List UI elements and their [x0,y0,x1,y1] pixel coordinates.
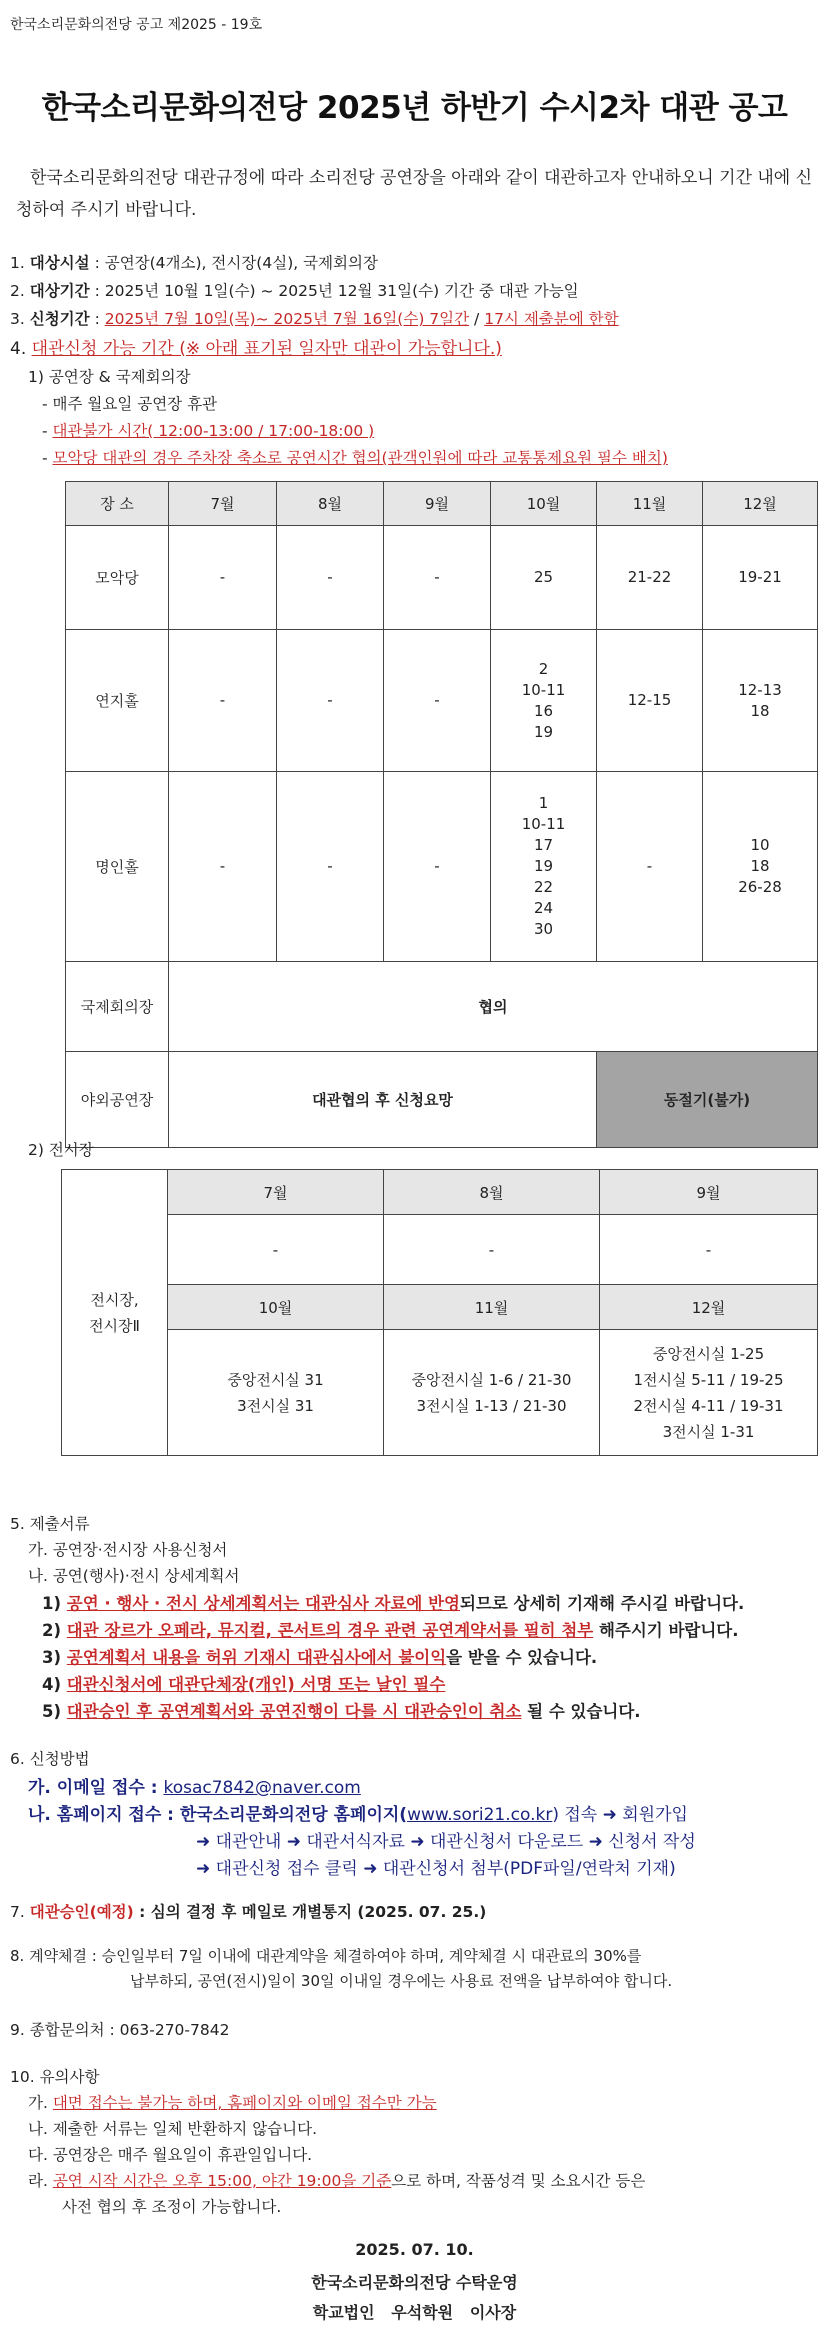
inquiry-contact: 9. 종합문의처 : 063-270-7842 [10,2021,230,2039]
item-target-period: 2. 대상기간 : 2025년 10월 1일(수) ~ 2025년 12월 31일(수) 기간 중 대관 가능일 [10,282,579,300]
exhibit-date-cell [384,1330,600,1456]
venue-name: 모악당 [66,526,169,630]
date-value: - [434,857,440,875]
date-value: - [219,691,226,709]
docs-note-2: 2) 대관 장르가 오페라, 뮤지컬, 콘서트의 경우 관련 공연계약서를 필히 첨부 해주시기 바랍니다. [42,1621,739,1640]
apply-steps-2: ➜ 대관신청 접수 클릭 ➜ 대관신청서 첨부(PDF파일/연락처 기재) [196,1859,676,1879]
date-value: 22 [533,878,554,896]
exhibit-date-value: 3전시실 31 [237,1396,314,1415]
date-cell [277,772,384,962]
apply-heading: 6. 신청방법 [10,1750,90,1768]
exhibit-date-value: 3전시실 1-13 / 21-30 [416,1396,567,1415]
exhibit-date-value: 중앙전시실 31 [227,1370,324,1389]
date-value: 24 [533,899,554,917]
month-header: 11월 [384,1285,600,1330]
month-header: 8월 [384,1170,600,1215]
date-value: 10 [750,836,770,854]
date-value: 26-28 [738,878,782,896]
venue-schedule-table [65,481,818,1148]
exhibit-name: 전시장, 전시장Ⅱ [62,1170,168,1456]
month-header: 7월 [168,1170,384,1215]
month-header: 12월 [600,1285,818,1330]
item-target-facilities: 1. 대상시설 : 공연장(4개소), 전시장(4실), 국제회의장 [10,254,378,272]
month-header: 9월 [600,1170,818,1215]
exhibit-cell: - [600,1215,818,1285]
date-cell [169,772,277,962]
date-cell [384,526,491,630]
venue-name: 국제회의장 [66,962,169,1052]
date-cell [384,630,491,772]
month-header: 12월 [703,482,818,526]
notes-heading: 10. 유의사항 [10,2068,100,2086]
date-value: 10-11 [521,815,566,833]
date-value: 25 [533,568,554,586]
docs-item-ga: 가. 공연장·전시장 사용신청서 [28,1541,228,1559]
date-value: 16 [533,701,554,720]
exhibit-date-value: 중앙전시실 1-6 / 21-30 [411,1370,572,1389]
venue-note-monday: - 매주 월요일 공연장 휴관 [42,395,218,413]
item-available-dates: 4. 대관신청 가능 기간 (※ 아래 표기된 일자만 대관이 가능합니다.) [10,339,502,359]
month-header: 11월 [597,482,703,526]
month-header: 7월 [169,482,277,526]
email-link[interactable]: kosac7842@naver.com [163,1778,361,1798]
date-value: 10-11 [521,680,566,699]
apply-email: 가. 이메일 접수 : kosac7842@naver.com [28,1778,361,1798]
exhibit-cell: - [384,1215,600,1285]
intl-hall-value: 협의 [169,962,818,1052]
apply-steps-1: ➜ 대관안내 ➜ 대관서식자료 ➜ 대관신청서 다운로드 ➜ 신청서 작성 [196,1832,696,1852]
date-cell [703,630,818,772]
docs-note-3: 3) 공연계획서 내용을 허위 기재시 대관심사에서 불이익을 받을 수 있습니다. [42,1648,598,1667]
notes-item-da: 다. 공연장은 매주 월요일이 휴관일입니다. [28,2146,313,2164]
contract-line-1: 8. 계약체결 : 승인일부터 7일 이내에 대관계약을 체결하여야 하며, 계약체결 시 대관료의 30%를 [10,1947,642,1965]
table-row [66,772,818,962]
section-venue-heading: 1) 공연장 & 국제회의장 [28,368,191,386]
footer-signature: 학교법인 우석학원 이사장 [312,2303,517,2322]
homepage-link[interactable]: www.sori21.co.kr [407,1805,553,1825]
date-value: - [646,857,653,875]
date-value: - [327,857,333,875]
date-value: - [327,691,333,709]
venue-note-unavailable-time: - 대관불가 시간( 12:00-13:00 / 17:00-18:00 ) [42,422,375,440]
exhibit-date-cell [168,1330,384,1456]
contract-line-2: 납부하되, 공연(전시)일이 30일 이내일 경우에는 사용료 전액을 납부하여야 합니다. [130,1972,673,1990]
table-row [66,526,818,630]
table-row [66,630,818,772]
exhibit-date-cell [600,1330,818,1456]
date-value: 21-22 [627,568,672,586]
exhibit-cell: - [168,1215,384,1285]
corner-cell: 장 소 [66,482,169,526]
table-row [66,1052,818,1148]
date-value: 18 [750,701,770,720]
date-cell [597,772,703,962]
date-value: - [434,691,440,709]
exhibit-date-value: 1전시실 5-11 / 19-25 [633,1370,784,1389]
date-value: 19-21 [738,568,782,586]
footer-org: 한국소리문화의전당 수탁운영 [311,2273,518,2292]
date-value: - [327,568,333,586]
exhibit-date-value: 3전시실 1-31 [662,1422,755,1441]
date-value: - [219,857,226,875]
exhibit-dates-row [62,1330,818,1456]
exhibit-date-value: 중앙전시실 1-25 [652,1344,765,1363]
docs-heading: 5. 제출서류 [10,1515,90,1533]
notes-item-ra-cont: 사전 협의 후 조정이 가능합니다. [62,2198,282,2216]
date-cell [703,772,818,962]
month-header: 10월 [491,482,597,526]
date-cell [277,630,384,772]
date-cell [597,630,703,772]
venue-name: 연지홀 [66,630,169,772]
date-cell [384,772,491,962]
date-cell [491,772,597,962]
exhibit-schedule-table [61,1169,818,1456]
venue-name: 야외공연장 [66,1052,169,1148]
date-cell [169,526,277,630]
footer-date: 2025. 07. 10. [355,2240,474,2259]
docs-note-1: 1) 공연 · 행사 · 전시 상세계획서는 대관심사 자료에 반영되므로 상세히 기재해 주시길 바랍니다. [42,1594,745,1613]
date-value: 17 [533,836,554,854]
date-cell [703,526,818,630]
docs-note-4: 4) 대관신청서에 대관단체장(개인) 서명 또는 날인 필수 [42,1675,446,1694]
month-header: 10월 [168,1285,384,1330]
exhibit-date-value: 2전시실 4-11 / 19-31 [633,1396,784,1415]
date-value: - [219,568,226,586]
date-value: 19 [533,722,554,741]
page-title: 한국소리문화의전당 2025년 하반기 수시2차 대관 공고 [41,90,788,126]
approval-notice: 7. 대관승인(예정) : 심의 결정 후 메일로 개별통지 (2025. 07. 25.) [10,1903,487,1921]
intro-paragraph: 한국소리문화의전당 대관규정에 따라 소리전당 공연장을 아래와 같이 대관하고자 안내하오니 기간 내에 신청하여 주시기 바랍니다. [16,168,813,220]
notes-item-ga: 가. 대면 접수는 불가능 하며, 홈페이지와 이메일 접수만 가능 [28,2094,437,2112]
notes-item-na: 나. 제출한 서류는 일체 반환하지 않습니다. [28,2120,318,2138]
venue-note-parking: - 모악당 대관의 경우 주차장 축소로 공연시간 협의(관객인원에 따라 교통통제요원 필수 배치) [42,449,668,467]
venue-table-header [66,482,818,526]
date-value: - [434,568,440,586]
docs-item-na: 나. 공연(행사)·전시 상세계획서 [28,1567,240,1585]
date-cell [491,630,597,772]
date-value: 12-15 [627,691,672,709]
date-cell [169,630,277,772]
item-apply-period: 3. 신청기간 : 2025년 7월 10일(목)~ 2025년 7월 16일(수) 7일간 / 17시 제출분에 한함 [10,310,619,328]
date-value: 1 [538,794,549,812]
table-row [66,962,818,1052]
docs-note-5: 5) 대관승인 후 공연계획서와 공연진행이 다를 시 대관승인이 취소 될 수 있습니다. [42,1702,641,1721]
section-exhibit-heading: 2) 전시장 [28,1141,94,1159]
date-value: 18 [750,857,770,875]
apply-homepage: 나. 홈페이지 접수 : 한국소리문화의전당 홈페이지(www.sori21.co.kr) 접속 ➜ 회원가입 [28,1805,688,1825]
month-header: 9월 [384,482,491,526]
venue-name: 명인홀 [66,772,169,962]
date-cell [277,526,384,630]
date-cell [597,526,703,630]
month-header: 8월 [277,482,384,526]
date-value: 19 [533,857,554,875]
outdoor-value: 대관협의 후 신청요망 [169,1052,597,1148]
date-value: 12-13 [738,680,782,699]
notes-item-ra: 라. 공연 시작 시간은 오후 15:00, 야간 19:00을 기준으로 하며, 작품성격 및 소요시간 등은 [28,2172,646,2190]
outdoor-closed: 동절기(불가) [597,1052,818,1148]
date-value: 30 [533,920,554,938]
date-value: 2 [538,659,549,678]
notice-number: 한국소리문화의전당 공고 제2025 - 19호 [10,17,263,33]
date-cell [491,526,597,630]
